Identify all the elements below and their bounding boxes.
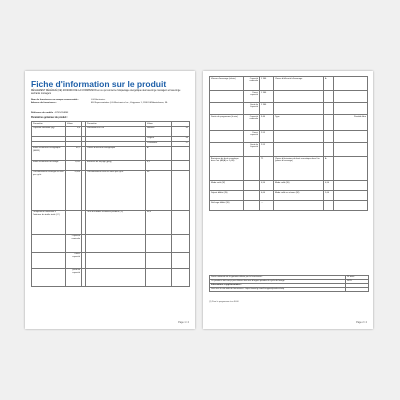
- model-label: Référence du modèle :: [31, 112, 55, 114]
- table-cell: 0,50: [260, 181, 274, 191]
- parameters-table-continued-body: [210, 77, 368, 211]
- table-cell: [334, 181, 368, 191]
- table-cell: [274, 131, 324, 143]
- supplier-name-label: Nom du fournisseur ou marque commerciale :: [31, 99, 79, 101]
- table-cell: [172, 160, 190, 170]
- table-cell: Classe d'émissions de bruit acoustique dans l'air (phase d'essorage): [274, 157, 324, 181]
- table-cell: [274, 143, 324, 157]
- table-cell: [244, 157, 260, 181]
- table-cell: [324, 131, 334, 143]
- table-cell: [210, 143, 244, 157]
- table-cell: [334, 157, 368, 181]
- table-cell: Demi-capacité: [66, 252, 82, 268]
- supplier-address-label: Adresse du fournisseur :: [31, 102, 57, 104]
- table-cell: 46,0: [146, 210, 172, 234]
- table-cell: [32, 234, 66, 252]
- table-cell: 1 360: [260, 91, 274, 103]
- table-cell: [244, 191, 260, 201]
- table-cell: [274, 201, 324, 211]
- table-cell: [210, 91, 244, 103]
- note-value: [345, 288, 368, 291]
- table-cell: Vitesse d'essorage (tr/min): [210, 77, 244, 91]
- table-cell: Taux d'humidité résiduelle pondéré (%): [86, 210, 146, 234]
- table-cell: A: [324, 157, 334, 181]
- table-row: [210, 103, 368, 115]
- table-cell: [172, 210, 190, 234]
- table-cell: [334, 201, 368, 211]
- table-cell: [210, 103, 244, 115]
- table-row: [210, 143, 368, 157]
- table-cell: Capacité nominale: [244, 115, 260, 131]
- table-cell: Émissions de bruit acoustique dans l'air (dB(A) re 1 pW): [210, 157, 244, 181]
- note-value: NON: [345, 280, 368, 283]
- page-title: Fiche d'information sur le produit: [31, 79, 167, 89]
- table-cell: Quart de capacité: [66, 268, 82, 286]
- table-row: [32, 126, 190, 136]
- table-cell: [172, 234, 190, 252]
- supplier-address-row: [31, 102, 189, 105]
- table-row: [32, 252, 190, 268]
- table-cell: [334, 131, 368, 143]
- table-cell: Séchage différé (W): [210, 201, 244, 211]
- table-cell: Mode veille (W): [274, 181, 324, 191]
- table-cell: [146, 252, 172, 268]
- table-cell: Capacité nominale: [244, 77, 260, 91]
- table-cell: 71: [260, 157, 274, 181]
- table-cell: [86, 268, 146, 286]
- table-cell: [324, 201, 334, 211]
- table-cell: 57: [172, 141, 190, 146]
- table-row: [210, 77, 368, 91]
- table-row: [210, 157, 368, 181]
- table-row: [210, 191, 368, 201]
- table-cell: 4,00: [260, 191, 274, 201]
- document-page-1: [25, 71, 195, 329]
- table-cell: 2:55: [260, 131, 274, 143]
- table-cell: [274, 103, 324, 115]
- table-row: [210, 91, 368, 103]
- supplier-block: [31, 99, 189, 105]
- table-cell: 3:40: [260, 115, 274, 131]
- page-number: Page 1 / 2: [178, 321, 189, 324]
- note-label: Informations supplémentaires :: [211, 284, 242, 286]
- table-cell: 0,444: [66, 170, 82, 210]
- table-cell: Mode veille en réseau (W): [274, 191, 324, 201]
- table-cell: 46: [146, 170, 172, 210]
- table-cell: Départ différé (W): [210, 191, 244, 201]
- table-cell: Consommation d'énergie en kWh par cycle: [32, 170, 66, 210]
- table-row: [32, 268, 190, 286]
- page-number: Page 2 / 2: [356, 321, 367, 324]
- table-cell: 60: [172, 136, 190, 141]
- table-cell: Quart de capacité: [244, 103, 260, 115]
- table-cell: Mode arrêt (W): [210, 181, 244, 191]
- table-cell: [244, 181, 260, 191]
- table-cell: [172, 252, 190, 268]
- table-cell: [146, 234, 172, 252]
- table-row: [210, 181, 368, 191]
- table-cell: [324, 115, 334, 131]
- table-cell: A: [324, 77, 334, 91]
- table-cell: [334, 77, 368, 91]
- table-cell: [324, 143, 334, 157]
- table-row: [210, 115, 368, 131]
- table-cell: 1 360: [260, 77, 274, 91]
- footnote: (1) Pour le programme éco 40-60: [209, 301, 239, 303]
- table-cell: [274, 91, 324, 103]
- parameters-table-continued: [209, 76, 368, 211]
- table-row: [210, 131, 368, 143]
- notes-table: [209, 275, 369, 292]
- table-cell: [324, 91, 334, 103]
- table-cell: Indice d'efficacité énergétique (EEIW): [32, 146, 66, 160]
- table-cell: 1,031: [66, 160, 82, 170]
- table-cell: —: [260, 201, 274, 211]
- table-cell: [146, 268, 172, 286]
- table-cell: Capacité nominale: [66, 234, 82, 252]
- table-cell: 1 360: [260, 103, 274, 115]
- table-cell: Température maximale à l'intérieur du textile traité (°C): [32, 210, 66, 234]
- note-row: [210, 288, 368, 291]
- table-cell: [210, 131, 244, 143]
- table-cell: Dimensions en cm: [86, 126, 146, 136]
- table-row: [32, 160, 190, 170]
- table-cell: [172, 170, 190, 210]
- table-cell: Durée du programme (h:min): [210, 115, 244, 131]
- note-label: Ce produit a été conçu pour libérer des ions d'argent pendant le cycle de lavage: [211, 280, 285, 282]
- table-cell: 4,5: [146, 160, 172, 170]
- table-row: [32, 210, 190, 234]
- table-row: [210, 201, 368, 211]
- table-cell: Type: [274, 115, 324, 131]
- regulation-intro: RÈGLEMENT DÉLÉGUÉ (UE) 2019/2016 DE LA COMMISSION en ce qui concerne l'étiquetage énergétique des lave-linge ménagers et lave-linge séchants ménagers: [31, 90, 181, 95]
- table-cell: [244, 201, 260, 211]
- table-cell: 8,0: [66, 126, 82, 136]
- table-cell: 2,00: [324, 191, 334, 201]
- table-cell: 0,50: [324, 181, 334, 191]
- table-header-cell: Valeur: [146, 122, 172, 127]
- table-cell: Efficacité de rinçage (g/kg): [86, 160, 146, 170]
- table-cell: [334, 143, 368, 157]
- table-cell: Quart de capacité: [244, 143, 260, 157]
- supplier-address-value: EU Representative (LG Electronics Inc., Krijgsman 1, 1186 DM Amstelveen, NL: [91, 102, 168, 104]
- table-cell: Profondeur: [146, 141, 172, 146]
- table-row: [32, 234, 190, 252]
- table-cell: 2:55: [260, 143, 274, 157]
- table-cell: Demi-capacité: [244, 131, 260, 143]
- document-page-2: [203, 71, 373, 329]
- table-cell: [334, 191, 368, 201]
- table-cell: Largeur: [146, 136, 172, 141]
- parameters-table: [31, 121, 190, 287]
- table-cell: Consommation d'eau en litres par cycle: [86, 170, 146, 210]
- table-cell: [32, 252, 66, 268]
- note-value: 24 mois: [345, 276, 368, 279]
- table-cell: [86, 252, 146, 268]
- table-cell: Posable libre: [334, 115, 368, 131]
- note-value: [345, 284, 368, 287]
- table-header-cell: Valeur: [66, 122, 82, 127]
- model-value: F2WV3S8NN: [55, 112, 69, 114]
- note-label[interactable]: Lien vers le site web du fournisseur : https://www.lg.com/fr/support/product-help: [211, 288, 285, 290]
- table-header-cell: Paramètre: [86, 122, 146, 127]
- table-cell: [86, 234, 146, 252]
- table-cell: [334, 103, 368, 115]
- table-cell: [334, 91, 368, 103]
- table-cell: Demi-capacité: [244, 91, 260, 103]
- table-cell: [66, 210, 82, 234]
- table-cell: A: [146, 146, 172, 160]
- table-cell: [32, 268, 66, 286]
- table-cell: Classe d'efficacité d'essorage: [274, 77, 324, 91]
- table-row: [32, 170, 190, 210]
- table-cell: 49,7: [66, 146, 82, 160]
- note-label: Durée minimale de la garantie offerte par le fournisseur :: [211, 276, 263, 278]
- supplier-name-value: LG Electronics: [91, 99, 106, 101]
- table-row: [32, 146, 190, 160]
- table-cell: Hauteur: [146, 126, 172, 136]
- table-cell: [324, 103, 334, 115]
- table-cell: [172, 268, 190, 286]
- table-cell: Classe d'efficacité énergétique: [86, 146, 146, 160]
- params-title: Paramètres généraux du produit :: [31, 117, 68, 119]
- table-cell: [172, 146, 190, 160]
- model-reference: [31, 112, 68, 114]
- table-cell: Capacité nominale (kg): [32, 126, 66, 136]
- parameters-table-body: [32, 122, 190, 287]
- table-cell: 85: [172, 126, 190, 136]
- table-cell: Indice d'efficacité de lavage: [32, 160, 66, 170]
- table-header-cell: Paramètre: [32, 122, 66, 127]
